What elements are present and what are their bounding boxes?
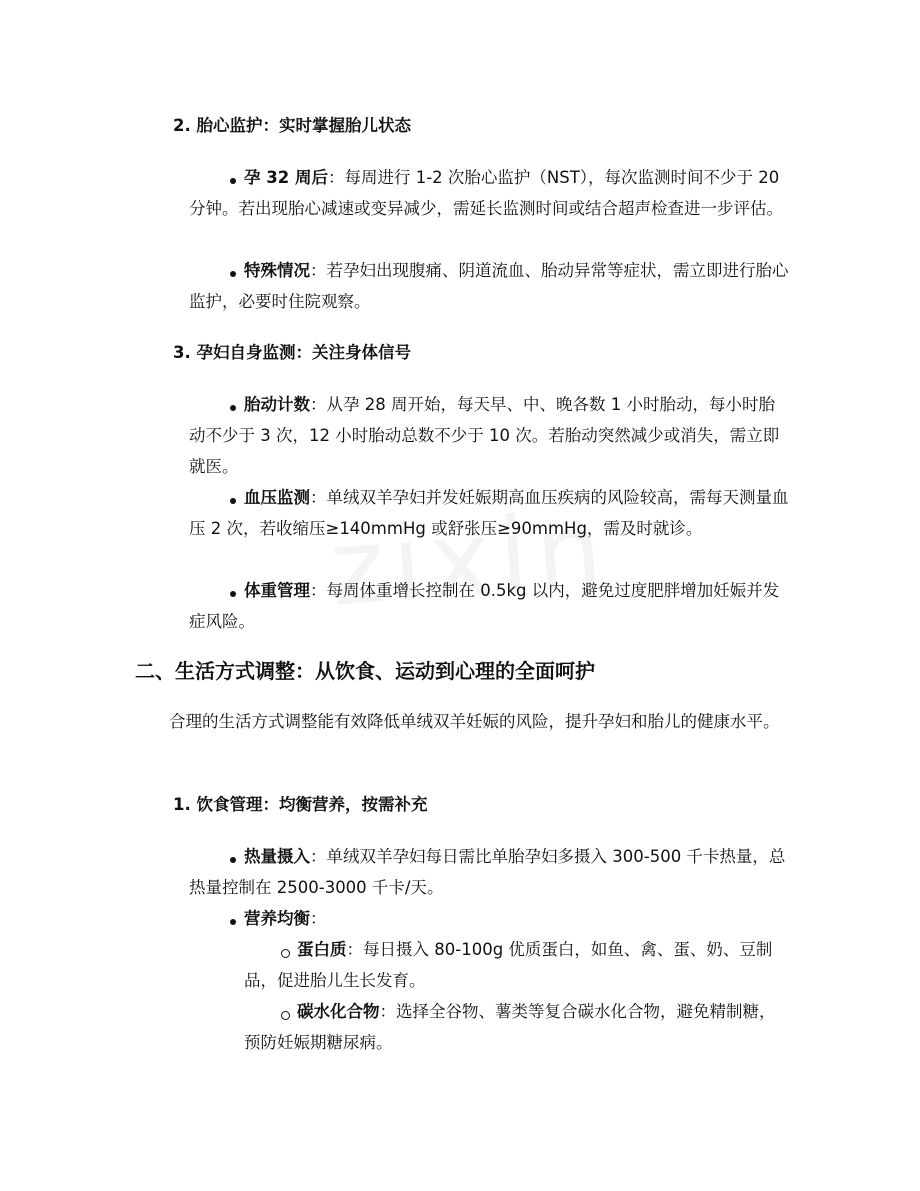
list-item-term: 特殊情况 [244,261,310,280]
list-item [189,389,789,482]
list-item-term: 孕 32 周后 [244,168,328,187]
list-item-term: 血压监测 [244,488,310,507]
list-item-text: ：单绒双羊孕妇并发妊娠期高血压疾病的风险较高，需每天测量血压 2 次，若收缩压≥140mmHg 或舒张压≥90mmHg，需及时就诊。 [189,488,789,538]
sub-list-item-text: ：每日摄入 80-100g 优质蛋白，如鱼、禽、蛋、奶、豆制品，促进胎儿生长发育。 [244,940,773,990]
list-item [189,903,789,934]
list-item-text: ：从孕 28 周开始，每天早、中、晚各数 1 小时胎动，每小时胎动不少于 3 次，12 小时胎动总数不少于 10 次。若胎动突然减少或消失，需立即就医。 [189,395,780,476]
sub-list-item [244,934,789,996]
sub-list-item [244,996,789,1058]
list-item-text: ：若孕妇出现腹痛、阴道流血、胎动异常等症状，需立即进行胎心监护，必要时住院观察。 [189,261,789,311]
list-item [189,482,789,544]
part-heading-lifestyle: 二、生活方式调整：从饮食、运动到心理的全面呵护 [135,659,595,683]
sub-list-item-term: 蛋白质 [297,940,347,959]
sub-list-item-term: 碳水化合物 [297,1002,380,1021]
sub-list-item-text: ：选择全谷物、薯类等复合碳水化合物，避免精制糖，预防妊娠期糖尿病。 [244,1002,776,1052]
section-heading-diet: 1. 饮食管理：均衡营养，按需补充 [173,795,428,814]
list-item-term: 体重管理 [244,581,310,600]
section-heading-self-monitoring: 3. 孕妇自身监测：关注身体信号 [173,343,411,362]
list-item-text: ：单绒双羊孕妇每日需比单胎孕妇多摄入 300-500 千卡热量，总热量控制在 2500-3000 千卡/天。 [189,847,786,897]
list-item-term: 热量摄入 [244,847,310,866]
list-item-term: 营养均衡 [244,909,310,928]
list-item [189,162,789,224]
list-item [189,841,789,903]
list-item [189,255,789,317]
list-item-text: ： [310,909,327,928]
list-item [189,575,789,637]
list-item-text: ：每周进行 1-2 次胎心监护（NST），每次监测时间不少于 20 分钟。若出现胎心减速或变异减少，需延长监测时间或结合超声检查进一步评估。 [189,168,783,218]
list-item-term: 胎动计数 [244,395,310,414]
intro-paragraph: 合理的生活方式调整能有效降低单绒双羊妊娠的风险，提升孕妇和胎儿的健康水平。 [169,712,780,731]
list-item-text: ：每周体重增长控制在 0.5kg 以内，避免过度肥胖增加妊娠并发症风险。 [189,581,780,631]
section-heading-fetal-monitoring: 2. 胎心监护：实时掌握胎儿状态 [173,116,411,135]
